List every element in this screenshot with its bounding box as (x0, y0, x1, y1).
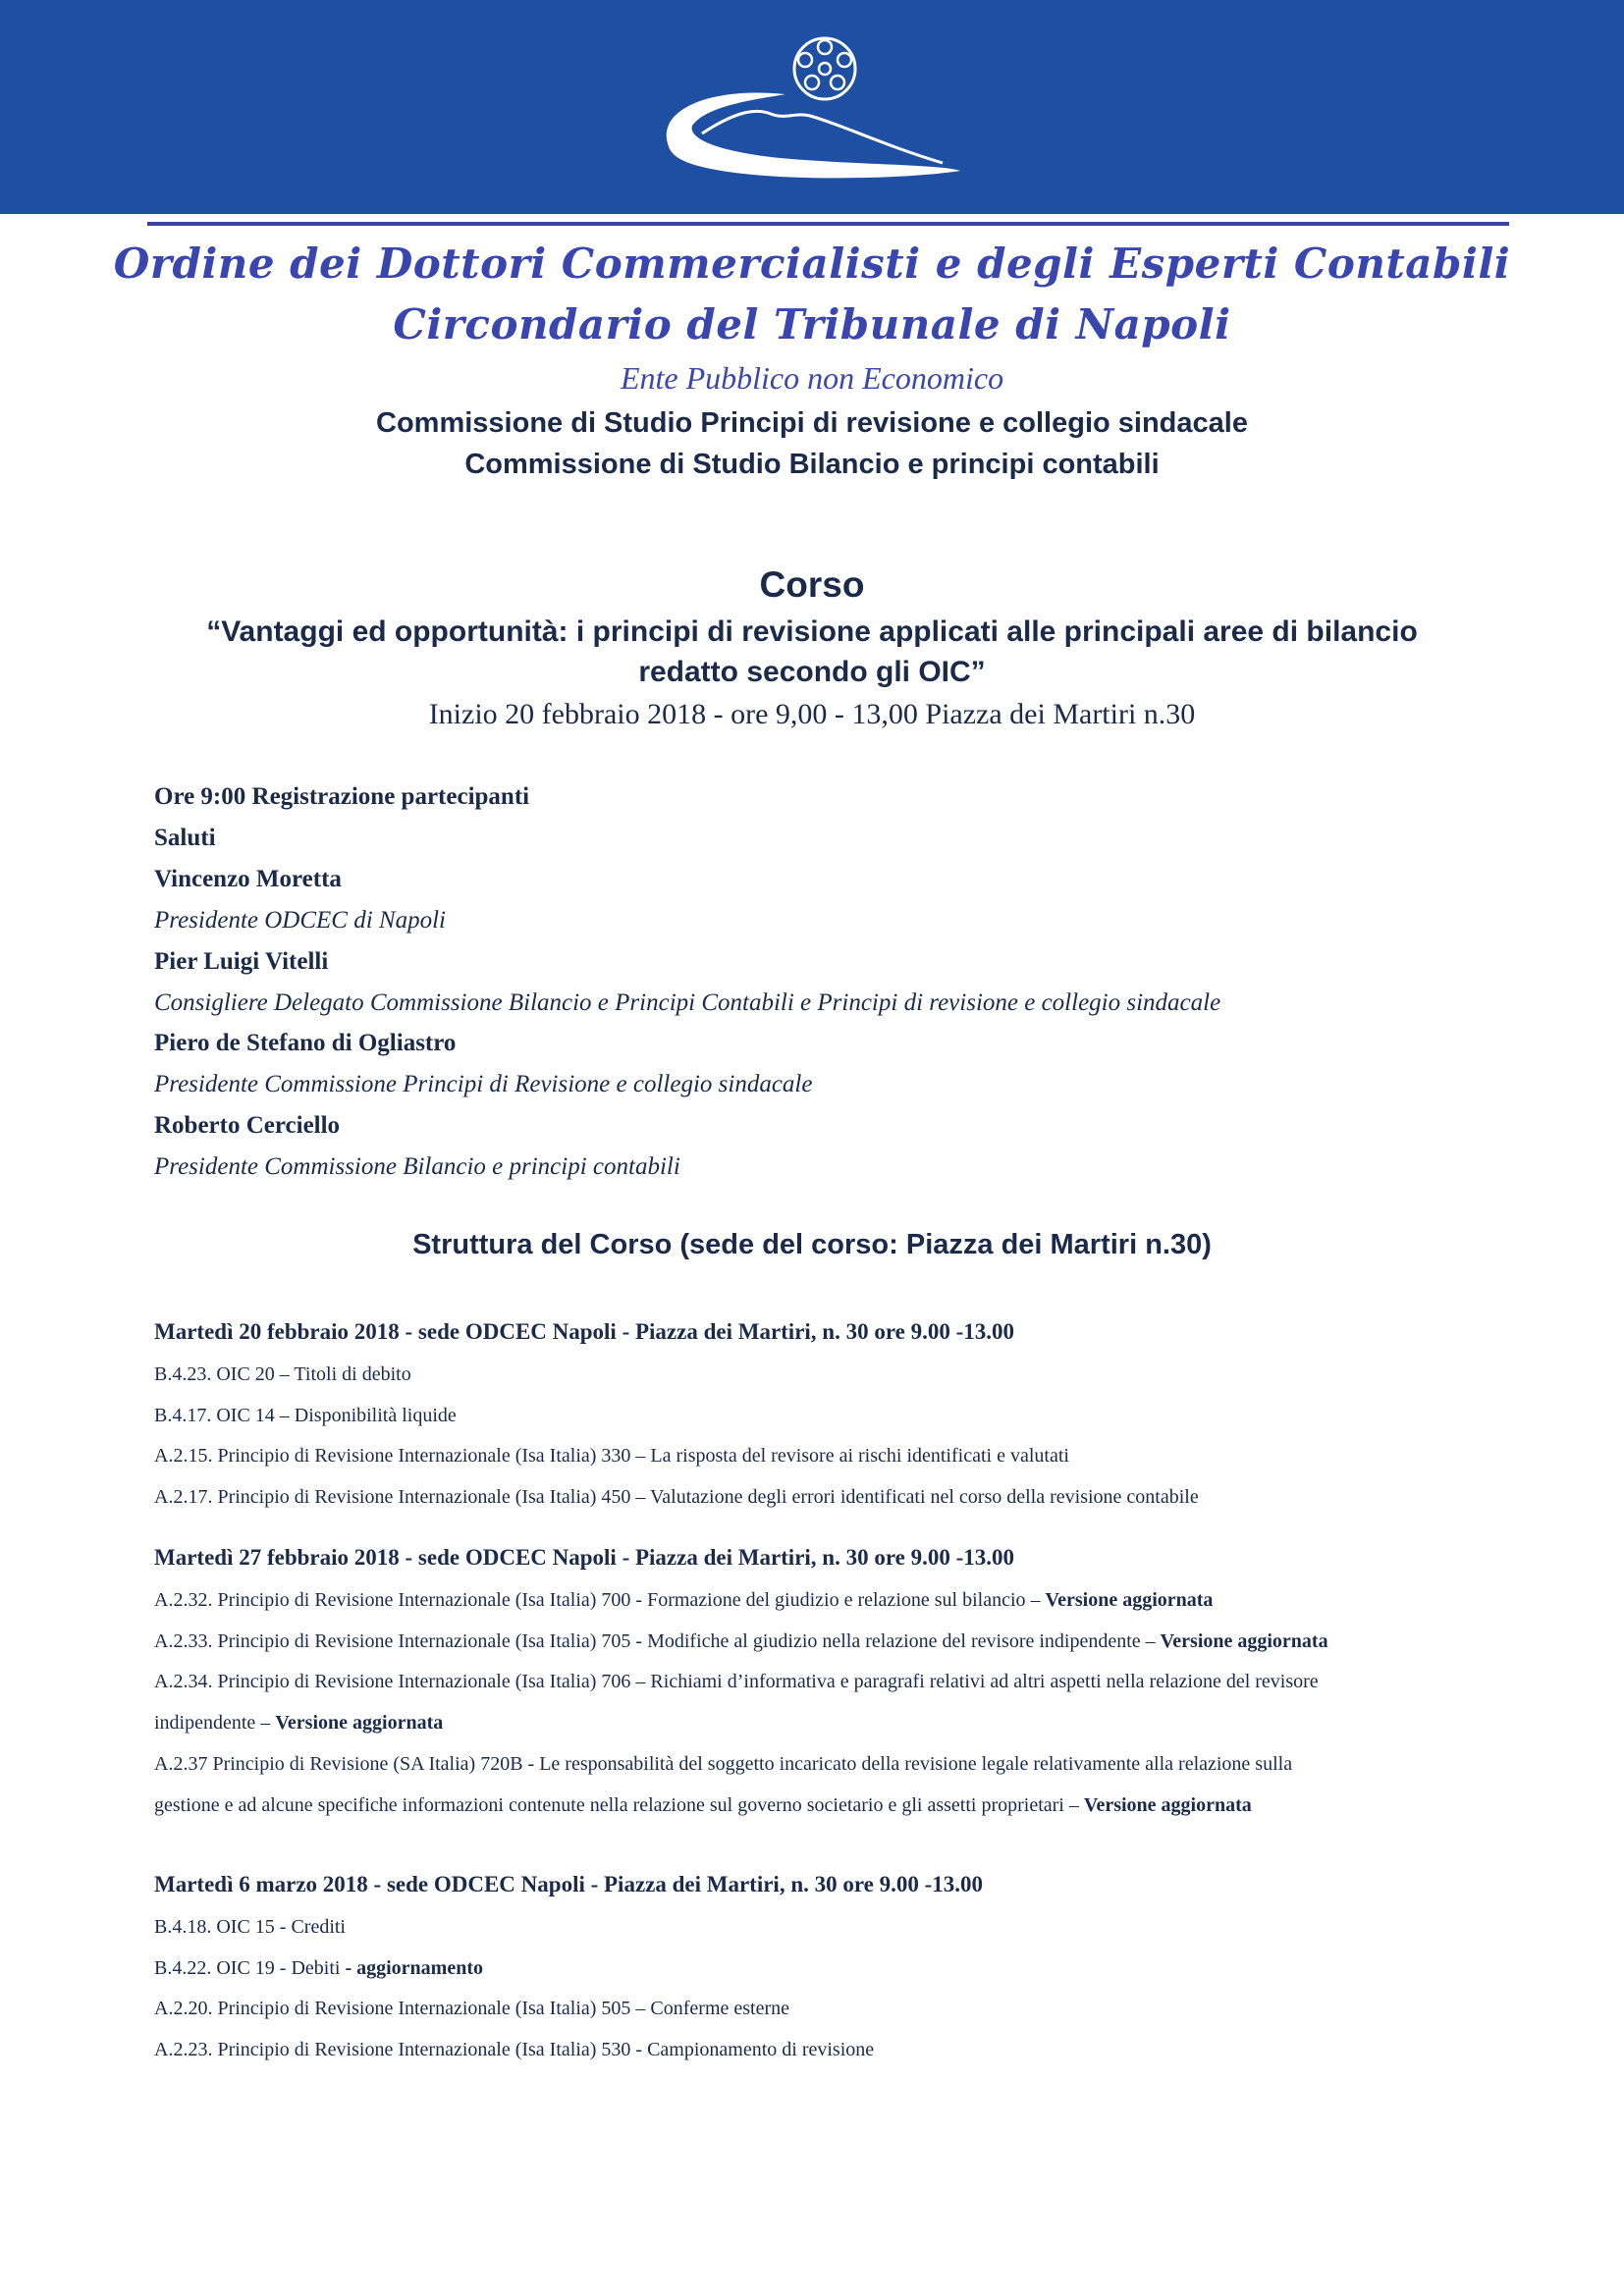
corso-date-line: Inizio 20 febbraio 2018 - ore 9,00 - 13,00 Piazza dei Martiri n.30 (428, 698, 1196, 730)
session-item-text: B.4.18. OIC 15 - Crediti (154, 1916, 346, 1938)
odcec-napoli-logo-icon (648, 18, 972, 189)
session-item (154, 1405, 457, 1427)
session-item (154, 1712, 443, 1735)
session-item-text: A.2.37 Principio di Revisione (SA Italia) 720B - Le responsabilità del soggetto incaricato della revisione legale relativamente alla relazione sulla (154, 1753, 1293, 1775)
session-item (154, 1998, 789, 2020)
session-item (154, 2039, 874, 2061)
session-day-heading: Martedì 27 febbraio 2018 - sede ODCEC Napoli - Piazza dei Martiri, n. 30 ore 9.00 -13.00 (154, 1545, 1014, 1570)
session-item (154, 1486, 1199, 1509)
session-day-heading: Martedì 20 febbraio 2018 - sede ODCEC Napoli - Piazza dei Martiri, n. 30 ore 9.00 -13.00 (154, 1319, 1014, 1344)
session-item-text: indipendente – (154, 1712, 276, 1734)
org-name-line1: Ordine dei Dottori Commercialisti e degli Esperti Contabili (113, 240, 1511, 288)
session-day-heading: Martedì 6 marzo 2018 - sede ODCEC Napoli - Piazza dei Martiri, n. 30 ore 9.00 -13.00 (154, 1872, 984, 1896)
speaker-name: Roberto Cerciello (154, 1112, 341, 1139)
session-item-text: A.2.20. Principio di Revisione Internazionale (Isa Italia) 505 – Conferme esterne (154, 1998, 790, 2019)
session-item-note: - aggiornamento (345, 1957, 483, 1979)
session-item (154, 1794, 1252, 1817)
session-item (154, 1916, 346, 1939)
corso-subtitle-line1: “Vantaggi ed opportunità: i principi di revisione applicati alle principali aree di bilancio (206, 615, 1418, 648)
session-item-text: A.2.34. Principio di Revisione Internazionale (Isa Italia) 706 – Richiami d’informativa e paragrafi relativi ad altri aspetti nella relazione del revisore (154, 1671, 1319, 1692)
session-item-text: A.2.33. Principio di Revisione Internazionale (Isa Italia) 705 - Modifiche al giudizio nella relazione del revisore indipendente – (154, 1630, 1161, 1652)
speaker-name: Vincenzo Moretta (154, 866, 342, 892)
commission-line2: Commissione di Studio Bilancio e principi contabili (464, 449, 1160, 480)
header-banner (0, 0, 1624, 214)
session-item-text: B.4.23. OIC 20 – Titoli di debito (154, 1363, 411, 1385)
session-item-note: Versione aggiornata (1160, 1630, 1328, 1652)
speaker-role: Presidente Commissione Principi di Revisione e collegio sindacale (154, 1071, 813, 1097)
session-item (154, 1589, 1213, 1612)
program-saluti: Saluti (154, 825, 216, 851)
session-item-note: Versione aggiornata (1045, 1589, 1214, 1611)
session-item (154, 1957, 483, 1980)
header-divider (147, 222, 1509, 226)
session-item (154, 1363, 411, 1386)
corso-title: Corso (759, 564, 865, 605)
session-item-note: Versione aggiornata (1083, 1794, 1252, 1816)
struttura-title: Struttura del Corso (sede del corso: Piazza dei Martiri n.30) (412, 1229, 1212, 1260)
session-item-text: A.2.23. Principio di Revisione Internazionale (Isa Italia) 530 - Campionamento di revisione (154, 2039, 875, 2060)
session-item-text: A.2.15. Principio di Revisione Internazionale (Isa Italia) 330 – La risposta del revisore ai rischi identificati e valutati (154, 1445, 1069, 1467)
session-item-text: A.2.32. Principio di Revisione Internazionale (Isa Italia) 700 - Formazione del giudizio e relazione sul bilancio – (154, 1589, 1046, 1611)
session-item (154, 1630, 1328, 1653)
speaker-role: Consigliere Delegato Commissione Bilancio e Principi Contabili e Principi di revisione e collegio sindacale (154, 989, 1221, 1016)
corso-subtitle-line2: redatto secondo gli OIC” (638, 656, 986, 688)
speaker-role: Presidente ODCEC di Napoli (154, 907, 446, 934)
speaker-name: Pier Luigi Vitelli (154, 948, 329, 975)
session-item-note: Versione aggiornata (275, 1712, 444, 1734)
session-item-text: A.2.17. Principio di Revisione Internazionale (Isa Italia) 450 – Valutazione degli errori identificati nel corso della revisione contabile (154, 1486, 1199, 1508)
commission-line1: Commissione di Studio Principi di revisione e collegio sindacale (376, 407, 1248, 439)
session-item (154, 1671, 1319, 1693)
session-item (154, 1445, 1069, 1468)
session-item (154, 1753, 1292, 1776)
session-item-text: gestione e ad alcune specifiche informazioni contenute nella relazione sul governo societario e gli assetti proprietari – (154, 1794, 1084, 1816)
org-subtitle: Ente Pubblico non Economico (620, 360, 1004, 396)
speaker-name: Piero de Stefano di Ogliastro (154, 1030, 457, 1056)
session-item-text: B.4.22. OIC 19 - Debiti (154, 1957, 346, 1979)
org-name-line2: Circondario del Tribunale di Napoli (393, 300, 1231, 348)
speaker-role: Presidente Commissione Bilancio e principi contabili (154, 1153, 680, 1180)
session-item-text: B.4.17. OIC 14 – Disponibilità liquide (154, 1405, 457, 1426)
program-registration: Ore 9:00 Registrazione partecipanti (154, 783, 530, 810)
